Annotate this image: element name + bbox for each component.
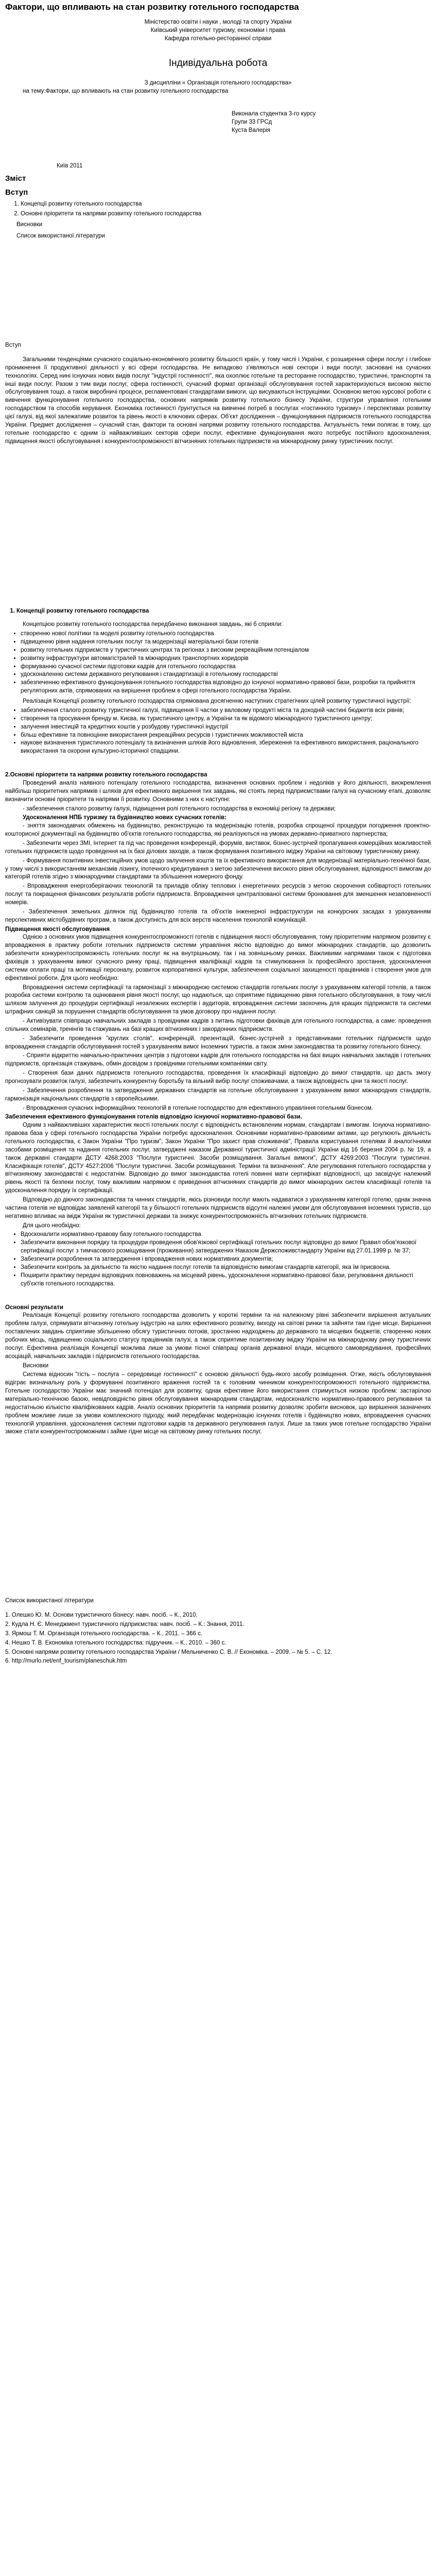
toc-item-bibliography: Список використаної літератури [16,233,105,240]
section2-paragraph: Відповідно до діючого законодавства та чинних стандартів, якісь різновиди послуг мають надаватися з урахуванням категорії готелю, однак значна частина готелів не відповідає заявленій категорії та у більшості готельних підприємств відсутні належні умови для обслуговування іноземних туристів, що негативно впливає на імідж України як туристичної держави та знижує конкурентоспроможність вітчизняних готельних підприємств. [5,1197,431,1219]
section1-heading-list [5,607,431,616]
section2-heading: 2.Основні пріоритети та напрями розвитку готельного господарства [5,772,207,778]
department-line: Кафедра готельно-ресторанної справи [164,36,272,42]
conclusions-paragraph: Система відносин "гість – послуга – середовище гостинності" є основою діяльності будь-якого засобу розміщення. Отже, якість обслуговування відіграє визначальну роль у формуванні позитивного враження гостей та є головним чинником конкурентоспроможності готельного підприємства. Готельне господарство України має значний потенціал для розвитку, однак ефективне його використання стримується низкою проблем: застарілою матеріально-технічною базою, невідповідністю рівня обслуговування міжнародним стандартам, недосконалістю нормативно-правового регулювання та недостатньою кількістю кваліфікованих кадрів. Аналіз основних пріоритетів та напрямів розвитку дозволяє зробити висновок, що вирішення зазначених проблем можливе лише за умови комплексного підходу, який передбачає модернізацію існуючих готелів і будівництво нових, впровадження сучасних технологій управління, удосконалення системи підготовки кадрів та державного регулювання галузі. Лише за таких умов готельне господарство України зможе стати конкурентоспроможним і займе гідне місце на світовому ринку готельних послуг. [5,1371,431,1435]
bibliography-item: 1. Олешко Ю. М. Основи туристичного бізнесу: навч. посіб. – К., 2010. [5,1612,198,1619]
conclusions-section [5,1304,431,1437]
group-line: Групи 33 ГРСд [232,118,272,125]
section2-paragraph: - Формування позитивних інвестиційних умов щодо залучення коштів та їх ефективного використання для модернізації матеріально-технічної бази, у тому числі з використанням механізмів лізингу, іпотечного кредитування з метою забезпечення високого рівня обслуговування, відповідності вимогам до категорій готелів згідно з міжнародними стандартами та збільшення номерного фонду. [5,857,431,880]
list-item: • наукове визначення туристичного потенціалу та визначення шляхів його відновлення, збереження та ефективного використання, раціонального використання та охорони культурно-історичної спадщини. [21,739,431,756]
section-priorities [5,771,431,1288]
bibliography-link[interactable]: 6. http://murlo.net/enf_tourism/planeschuk.htm [5,1658,127,1665]
section2-paragraph: - Активізувати співпрацю навчальних закладів з провідними кадрів з питань підготовки фахівців для готельного господарства, а саме: проведення спільних семінарів, тренінгів та стажувань на базі кращих вітчизняних і закордонних підприємств. [5,1018,431,1032]
subsection-heading-law: Удосконалення НПБ туризму та будівництво нових сучасних готелів: [23,815,227,821]
toc-item: 1. Концепції розвитку готельного господарства [21,200,431,209]
toc-item-conclusions: Висновки [16,222,43,228]
section1-list [5,630,431,696]
section-concepts [5,607,431,756]
toc-item-intro: Вступ [5,188,28,197]
list-item: • формуванню сучасної системи підготовки кадрів для готельного господарства [21,663,431,671]
list-item: • створення та просування бренду м. Києва, як туристичного центру, а України та як відомого міжнародного туристичного центру; [21,715,431,723]
section2-list [5,1231,431,1288]
section1-list-2 [5,707,431,756]
section2-list-intro: Для цього необхідно: [23,1222,81,1229]
bibliography-item: 2. Кудла Н. Є. Менеджмент туристичного підприємства: навч. посіб. – К.: Знання, 2011. [5,1621,245,1628]
section2-paragraph: - Забезпечення розроблення та затвердження державних стандартів на готельне обслуговування з урахуванням вимог міжнародних стандартів, гармонізація національних стандартів з європейськими. [5,1087,431,1102]
results-heading: Основні результати [5,1304,63,1311]
performed-by-line: Виконала студентка 3-го курсу [232,110,316,117]
place-year-line: Київ 2011 [57,163,83,170]
work-type-heading: Індивідуальна робота [168,57,268,69]
list-item: • забезпеченню ефективного функціонування готельного господарства відповідно до існуючої нормативно-правової бази, розробки та прийняття регуляторних актів, спрямованих на вирішення проблем в сфері готельного господарства України. [21,679,431,696]
list-item: • удосконаленню системи державного регулювання і стандартизації в готельному господарстві [21,671,431,679]
toc-item: 2. Основні пріоритети та напрями розвитку готельного господарства [21,210,431,218]
section2-paragraph: - Забезпечити проведення "круглих столів", конференцій, презентацій, бізнес-зустрічей з представниками готельних підприємств щодо впровадження стандартів обслуговування гостей з урахуванням вимог іноземних туристів, а також зміни законодавства та розвитку готельного бізнесу. [5,1035,431,1050]
section2-paragraph: Однією з основних умов підвищення конкурентоспроможності готелів є підвищення якості обслуговування, тому пріоритетним напрямом розвитку є впровадження в практику роботи готельних підприємств системи управління якістю відповідно до вимог міжнародних стандартів, що дозволить забезпечити конкурентоспроможність готельних послуг як на внутрішньому, так і на зовнішньому ринках. Важливими напрямами також є підготовка фахівців з урахуванням вимог сучасного ринку праці, підвищення кваліфікації кадрів та стимулювання їх професійного зростання, удосконалення системи оплати праці та мотивації персоналу, розвиток корпоративної культури, забезпечення соціальної захищеності працівників і створення умов для ефективної роботи. Для цього необхідно: [5,934,431,981]
list-item: • Поширити практику передачі відповідних повноважень на місцевий рівень, удосконалення нормативно-правової бази, регулювання діяльності суб'єктів готельного господарства. [21,1272,431,1289]
list-item: • Забезпечити контроль за діяльністю та якістю надання послуг готелів та відповідністю вимогам стандартів категорії, яка їм присвоєна. [21,1264,431,1272]
subsection-heading-quality: Підвищення якості обслуговування [5,926,110,933]
list-item: • розвитку готельних підприємств у туристичних центрах та регіонах з високим рекреаційним потенціалом [21,647,431,655]
list-item: • підвищенню рівня надання готельних послуг та модернізації матеріальної бази готелів [21,638,431,647]
document-title: Фактори, що впливають на стан розвитку готельного господарства [5,2,299,12]
list-item: • Вдосконалити нормативно-правову базу готельного господарства [21,1231,431,1239]
bibliography-item: 5. Основні напрями розвитку готельного господарства України / Мельниченко С. В. // Економіка. – 2009. – № 5. – С. 12. [5,1649,333,1655]
ministry-line: Міністерство освіти і науки , молоді та спорту України [144,19,292,26]
section2-paragraph: - зняття законодавчих обмежень на будівництво, реконструкцію та модернізацію готелів, розробка спрощеної процедури погодження проектно-кошторисної документації на будівництво об'єктів готельного господарства, які реалізуються на умовах державно-приватного партнерства; [5,823,431,838]
bibliography-heading: Список використаної літератури [5,1598,94,1604]
conclusions-paragraph: Реалізація Концепції розвитку готельного господарства дозволить у короткі терміни та на належному рівні забезпечити вирішення актуальних проблем галузі, спрямувати вітчизняну готельну індустрію на шлях ефективного розвитку, виходу на світові ринки та зайняти там гідне місце. Вирішення поставлених завдань сприятиме збільшенню обсягу туристичних потоків, зростанню надходжень до державного та місцевих бюджетів, створенню нових робочих місць, підвищенню соціального статусу працівників галузі, а також сприятиме позитивному іміджу України на міжнародному ринку туристичних послуг. Ефективна реалізація Концепції можлива лише за умови тісної співпраці органів державної влади, місцевого самоврядування, професійних асоціацій, навчальних закладів і підприємств готельного господарства. [5,1312,431,1360]
conclusions-heading-2: Висновки [23,1362,49,1369]
bibliography-list [5,1612,431,1666]
section2-paragraph: - Створення бази даних підприємств готельного господарства, проведення їх класифікації відповідно до вимог стандартів, що дасть змогу прогнозувати розвиток галузі, забезпечить конкурентну боротьбу та вільний вибір послуг споживачами, а також відповідність ціни та якості послуг. [5,1070,431,1085]
section2-paragraph: Впровадження системи сертифікації та гармонізації з міжнародною системою стандартів готельних послуг з урахуванням категорії готелів, а також розробка системи контролю та оцінювання рівня якості послуг, що надаються, що сприятиме підвищенню рівня готельного обслуговування, в тому числі шляхом залучення до процедури сертифікації незалежних експертів і аудиторів, впровадження системи заохочень для кращих підприємств та системи штрафних санкцій за порушення стандартів обслуговування та умов договору про надання послуг. [5,984,431,1015]
list-item: • залучення інвестицій та кредитних коштів у розбудову туристичної індустрії [21,723,431,732]
section2-paragraph: - Сприяти відкриттю навчально-практичних центрів з підготовки кадрів для готельного господарства на базі вищих навчальних закладів і готельних підприємств, організація стажувань, обмін досвідом з провідними готельними компаніями світу. [5,1053,431,1067]
section1-paragraph-2: Реалізація Концепції розвитку готельного господарства спрямована досягненню наступних стратегічних цілей розвитку туристичної індустрії: [23,698,411,705]
author-line: Куста Валерія [232,127,271,133]
section2-paragraph: - забезпечення сталого розвитку галузі, підвищення ролі готельного господарства в економіці регіону та держави; [23,805,336,812]
section2-paragraph: - Забезпечити через ЗМІ, Інтернет та під час проведення конференцій, форумів, виставок, бізнес-зустрічей пропагування комерційних можливостей готельних підприємств щодо проведення на їх базі ділових заходів, а також формування позитивного іміджу України на світовому туристичному ринку. [5,840,431,855]
introduction-section [5,342,431,446]
university-line: Київський університет туризму, економіки і права [150,27,286,34]
bibliography-section [5,1597,431,1666]
list-item: • більш ефективне та повноцінне використання рекреаційних ресурсів і туристичних можливостей міста [21,732,431,740]
title-page [5,19,431,171]
toc-list [5,200,431,218]
section2-paragraph: - Впровадження енергозберігаючих технологій та приладів обліку теплових і енергетичних ресурсів з метою скорочення собівартості готельних послуг та покращення фінансових результатів роботи підприємств. Впровадження централізованої системи бронювання для зменшення незаповненості номерів. [5,883,431,906]
discipline-line: З дисципліни « Організація готельного господарства» [144,80,292,87]
bibliography-item: 3. Ярмош Т. М. Організація готельного господарства. – К., 2011. – 366 с. [5,1630,203,1637]
toc-heading: Зміст [5,174,26,183]
list-item: • створенню нової політики та моделі розвитку готельного господарства [21,630,431,638]
bibliography-item: 4. Нешко Т. В. Економіка готельного господарства: підручник. – К., 2010. – 360 с. [5,1639,226,1646]
list-item: • Забезпечити розроблення та затвердження і впровадження нових нормативних документів; [21,1256,431,1264]
section2-paragraph: - Забезпечення земельних ділянок під будівництво готелів та об'єктів інженерної інфраструктури на конкурсних засадах з урахуванням перспективних містобудівних програм, а також доступність для всіх верств населення технологій комунікацій. [5,908,431,923]
list-item: • забезпечення сталого розвитку туристичної галузі, підвищення її частки у валовому продукті міста та доходній частині бюджетів всіх рівнів; [21,707,431,715]
list-item: • Забезпечити виконання порядку та процедури проведення обов'язкової сертифікації готельних послуг відповідно до вимог Правил обов'язкової сертифікації послуг з тимчасового розміщування (проживання) затверджених Наказом Держспоживстандарту України від 27.01.1999 р. № 37; [21,1239,431,1256]
intro-paragraph: Загальними тенденціями сучасного соціально-економічного розвитку більшості країн, у тому числі і України, є розширення сфери послуг і глибоке проникнення її продуктивної діяльності у всі сфери господарства. Не випадково з'являються нові сектори і види послуг, засновані на сучасних технологіях. Серед нині існуючих нових видів послуг "індустрії гостинності", яка охоплює готельне та ресторанне господарство, туристичні, транспортні та інші види послуг. Разом з тим види послуг, сфера гостинності, сучасний формат організації обслуговування гостей характеризуються високою якістю обслуговування тощо, а також виробничі процеси, регламентовані стандартами вимоги, що висуваються інструкціями. Основною метою курсової роботи є вивчення функціонування готельного господарства, основних напрямків розвитку готельного бізнесу України, структури управління готельним господарством та способів керування. Економіка гостинності ґрунтується на вивченні потреб в послугах «гостинного туризму» і перспективах розвитку цієї галузі, від якої залежатиме розвиток та рівень якості в ключових сферах. Об'єкт дослідження – функціонування підприємств готельного господарства України. Предмет дослідження – сучасний стан, фактори та основні напрями розвитку готельного господарства. Актуальність теми полягає в тому, що готельне господарство є одним із найважливіших секторів сфери послуг, ефективне функціонування якого потребує постійного вдосконалення, підвищення якості обслуговування і конкурентоспроможності вітчизняних готельних підприємств на міжнародному ринку туристичних послуг. [5,357,431,445]
section2-paragraph: Одним з найважливіших характеристик якості готельних послуг є відповідність встановленим нормам, стандартам і вимогам. Існуюча нормативно-правова база у сфері готельного господарства України потребує вдосконалення. Основними нормативно-правовими актами, що регулюють діяльність готельного господарства, є Закон України "Про туризм", Закон України "Про захист прав споживачів", Правила користування готелями й аналогічними засобами розміщення та надання готельних послуг, затверджені наказом Державної туристичної адміністрації України від 16 березня 2004 р. № 19, а також державні стандарти ДСТУ 4268:2003 "Послуги туристичні. Засоби розміщування. Загальні вимоги", ДСТУ 4269:2003 "Послуги туристичні. Класифікація готелів", ДСТУ 4527:2006 "Послуги туристичні. Засоби розміщування. Терміни та визначення". Але регулювання готельного господарства у вітчизняному законодавстві є недостатнім. Відповідно до вимог законодавства готелі повинні мати сертифікат відповідності, що засвідчує належний рівень якості та безпеки послуг, тому важливим напрямом є приведення вітчизняних стандартів до вимог міжнародних систем класифікації готелів та удосконалення порядку їх сертифікації. [5,1122,431,1194]
subsection-heading-efficiency: Забезпечення ефективного функціонування готелів відповідно існуючої нормативно-правової бази. [5,1114,302,1121]
topic-line: на тему:Фактори, що впливають на стан розвитку готельного господарства [23,88,229,95]
section2-paragraph: Проведений аналіз наявного потенціалу готельного господарства, визначення основних проблем і недоліків у його діяльності, виокремлення найбільш пріоритетних напрямків і шляхів для ефективного вирішення тих завдань, які стоять перед підприємствами галузі на сучасному етапі, дозволяє визначити основні пріоритети та напрями її розвитку. Основними з них є наступні: [5,779,431,803]
section1-heading: 1. Концепції розвитку готельного господарства [16,607,431,616]
section1-intro: Концепцією розвитку готельного господарства передбачено виконання завдань, які б сприяли: [23,621,283,628]
table-of-contents [5,174,431,241]
section2-paragraph: - Впровадження сучасних інформаційних технологій в готельне господарство для ефективного управління готельним бізнесом. [23,1105,373,1111]
intro-heading: Вступ [5,342,21,349]
list-item: • розвитку інфраструктури автомагістралей та міжнародних транспортних коридорів [21,655,431,663]
